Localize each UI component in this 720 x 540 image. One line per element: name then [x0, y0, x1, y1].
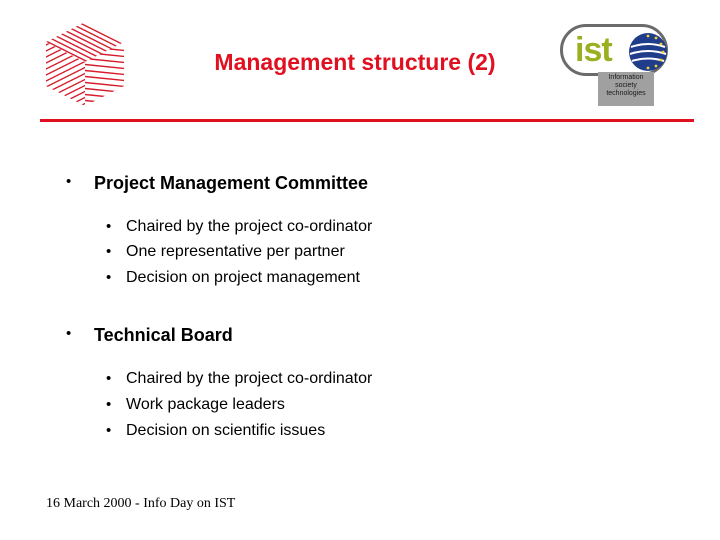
- list-item: Chaired by the project co-ordinator: [126, 218, 373, 235]
- list-item: Work package leaders: [126, 396, 285, 413]
- slide-title: Management structure (2): [214, 49, 496, 75]
- bullet-glyph: •: [106, 422, 112, 439]
- ist-logo: [560, 22, 672, 106]
- ist-tagline-line: technologies: [606, 90, 646, 97]
- ist-tagline-line: Information: [608, 74, 644, 81]
- bullet-glyph: •: [106, 370, 112, 387]
- ist-logo-word: ist: [575, 31, 612, 69]
- list-item: Decision on project management: [126, 269, 360, 286]
- list-item: Decision on scientific issues: [126, 422, 326, 439]
- bullet-glyph: •: [106, 396, 112, 413]
- list-item: One representative per partner: [126, 243, 345, 260]
- ist-tagline-box: [598, 72, 654, 106]
- title-divider: [40, 119, 694, 122]
- slide-footer: 16 March 2000 - Info Day on IST: [46, 496, 236, 511]
- list-item: Chaired by the project co-ordinator: [126, 370, 373, 387]
- bullet-glyph: •: [66, 173, 72, 190]
- bullet-glyph: •: [106, 269, 112, 286]
- section-heading: Technical Board: [94, 325, 233, 345]
- ist-tagline-line: society: [615, 82, 637, 89]
- bullet-glyph: •: [66, 325, 72, 342]
- section-heading: Project Management Committee: [94, 173, 369, 193]
- striped-cube-logo-icon: [40, 18, 130, 110]
- ist-badge: [560, 24, 668, 76]
- globe-stars-icon: [627, 31, 669, 73]
- bullet-glyph: •: [106, 243, 112, 260]
- bullet-glyph: •: [106, 218, 112, 235]
